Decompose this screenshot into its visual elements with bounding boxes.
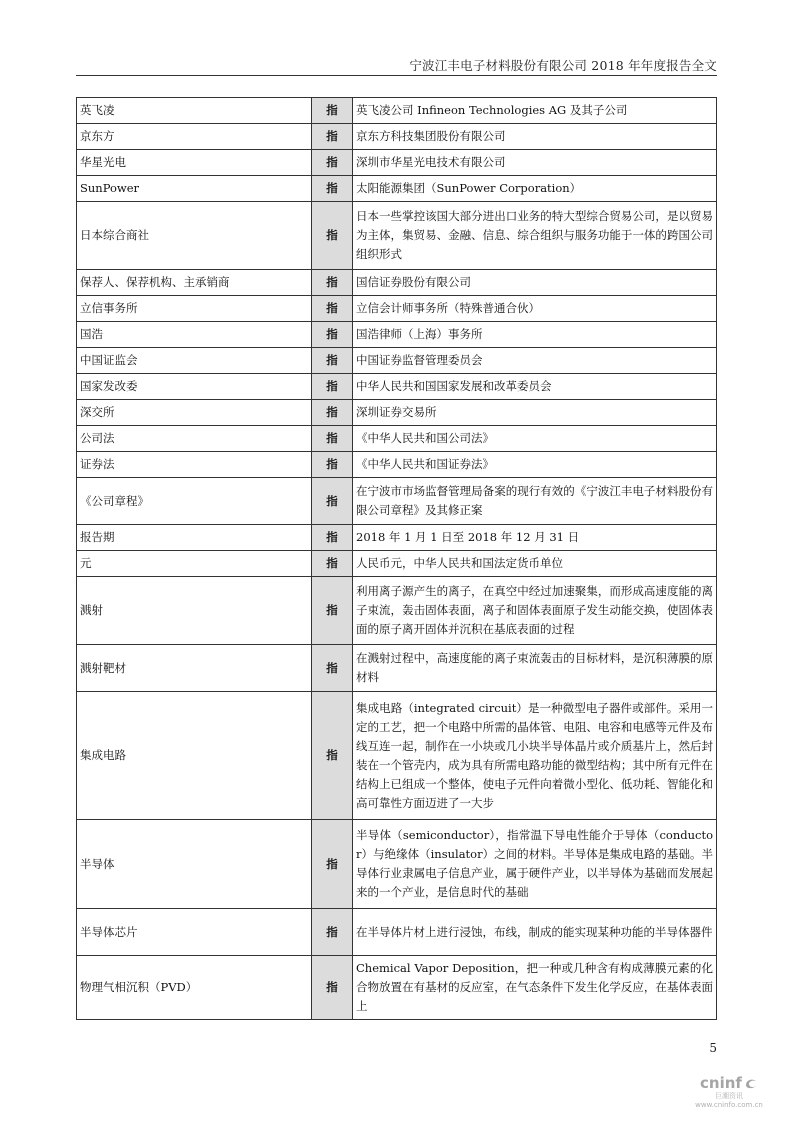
glossary-definition: 国信证券股份有限公司 (353, 270, 717, 296)
glossary-separator: 指 (312, 577, 353, 645)
glossary-separator: 指 (312, 956, 353, 1020)
table-row (77, 322, 717, 348)
glossary-separator: 指 (312, 645, 353, 692)
glossary-definition: 人民币元，中华人民共和国法定货币单位 (353, 551, 717, 577)
glossary-term: 物理气相沉积（PVD） (77, 956, 312, 1020)
glossary-term: 中国证监会 (77, 348, 312, 374)
logo-wordmark: cninf (700, 1074, 742, 1092)
glossary-term: 立信事务所 (77, 296, 312, 322)
table-row (77, 551, 717, 577)
table-row (77, 150, 717, 176)
table-row (77, 956, 717, 1020)
glossary-definition: 日本一些掌控该国大部分进出口业务的特大型综合贸易公司，是以贸易为主体，集贸易、金融、信息、综合组织与服务功能于一体的跨国公司组织形式 (353, 202, 717, 270)
glossary-definition: 深圳证券交易所 (353, 400, 717, 426)
glossary-term: 半导体 (77, 820, 312, 909)
glossary-definition: 在宁波市市场监督管理局备案的现行有效的《宁波江丰电子材料股份有限公司章程》及其修正案 (353, 478, 717, 525)
table-row (77, 426, 717, 452)
table-row (77, 98, 717, 124)
glossary-term: 元 (77, 551, 312, 577)
glossary-table (76, 97, 717, 1020)
glossary-term: 溅射 (77, 577, 312, 645)
table-row (77, 176, 717, 202)
glossary-separator: 指 (312, 478, 353, 525)
table-row (77, 270, 717, 296)
glossary-term: 《公司章程》 (77, 478, 312, 525)
glossary-definition: 深圳市华星光电技术有限公司 (353, 150, 717, 176)
glossary-separator: 指 (312, 909, 353, 956)
glossary-separator: 指 (312, 98, 353, 124)
table-row (77, 909, 717, 956)
glossary-definition: 国浩律师（上海）事务所 (353, 322, 717, 348)
glossary-separator: 指 (312, 820, 353, 909)
glossary-term: 英飞凌 (77, 98, 312, 124)
glossary-definition: 京东方科技集团股份有限公司 (353, 124, 717, 150)
glossary-separator: 指 (312, 374, 353, 400)
glossary-separator: 指 (312, 452, 353, 478)
table-row (77, 124, 717, 150)
glossary-separator: 指 (312, 551, 353, 577)
table-row (77, 400, 717, 426)
glossary-definition: 中华人民共和国国家发展和改革委员会 (353, 374, 717, 400)
glossary-separator: 指 (312, 176, 353, 202)
logo-chinese-name: 巨潮资讯 (715, 1092, 743, 1100)
table-row (77, 692, 717, 820)
page-number: 5 (709, 1041, 717, 1055)
glossary-term: 半导体芯片 (77, 909, 312, 956)
glossary-separator: 指 (312, 124, 353, 150)
glossary-definition: 半导体（semiconductor），指常温下导电性能介于导体（conductor）与绝缘体（insulator）之间的材料。半导体是集成电路的基础。半导体行业隶属电子信息产业，属于硬件产业，以半导体为基础而发展起来的一个产业，是信息时代的基础 (353, 820, 717, 909)
table-row (77, 577, 717, 645)
glossary-term: 国家发改委 (77, 374, 312, 400)
glossary-definition: 2018 年 1 月 1 日至 2018 年 12 月 31 日 (353, 525, 717, 551)
glossary-term: 国浩 (77, 322, 312, 348)
glossary-separator: 指 (312, 322, 353, 348)
table-row (77, 525, 717, 551)
glossary-separator: 指 (312, 426, 353, 452)
glossary-term: SunPower (77, 176, 312, 202)
table-row (77, 645, 717, 692)
glossary-term: 日本综合商社 (77, 202, 312, 270)
glossary-term: 保荐人、保荐机构、主承销商 (77, 270, 312, 296)
glossary-separator: 指 (312, 296, 353, 322)
glossary-separator: 指 (312, 348, 353, 374)
glossary-definition: Chemical Vapor Deposition，把一种或几种含有构成薄膜元素的化合物放置在有基材的反应室，在气态条件下发生化学反应，在基体表面上 (353, 956, 717, 1020)
glossary-term: 深交所 (77, 400, 312, 426)
table-row (77, 296, 717, 322)
glossary-term: 京东方 (77, 124, 312, 150)
glossary-separator: 指 (312, 525, 353, 551)
table-row (77, 820, 717, 909)
table-row (77, 374, 717, 400)
glossary-term: 集成电路 (77, 692, 312, 820)
glossary-definition: 在半导体片材上进行浸蚀，布线，制成的能实现某种功能的半导体器件 (353, 909, 717, 956)
glossary-separator: 指 (312, 202, 353, 270)
glossary-separator: 指 (312, 270, 353, 296)
glossary-definition: 《中华人民共和国证券法》 (353, 452, 717, 478)
glossary-definition: 英飞凌公司 Infineon Technologies AG 及其子公司 (353, 98, 717, 124)
table-row (77, 202, 717, 270)
cninfo-logo (693, 1074, 765, 1110)
glossary-definition: 《中华人民共和国公司法》 (353, 426, 717, 452)
logo-url: www.cninfo.com.cn (695, 1101, 763, 1109)
table-row (77, 348, 717, 374)
glossary-definition: 利用离子源产生的离子，在真空中经过加速聚集，而形成高速度能的离子束流，轰击固体表面，离子和固体表面原子发生动能交换，使固体表面的原子离开固体并沉积在基底表面的过程 (353, 577, 717, 645)
logo-swirl-icon (744, 1076, 758, 1090)
glossary-separator: 指 (312, 150, 353, 176)
glossary-separator: 指 (312, 692, 353, 820)
glossary-term: 报告期 (77, 525, 312, 551)
glossary-separator: 指 (312, 400, 353, 426)
glossary-term: 溅射靶材 (77, 645, 312, 692)
glossary-definition: 中国证券监督管理委员会 (353, 348, 717, 374)
report-header-title: 宁波江丰电子材料股份有限公司 2018 年年度报告全文 (409, 58, 717, 73)
glossary-definition: 集成电路（integrated circuit）是一种微型电子器件或部件。采用一定的工艺，把一个电路中所需的晶体管、电阻、电容和电感等元件及布线互连一起，制作在一小块或几小块半导体晶片或介质基片上，然后封装在一个管壳内，成为具有所需电路功能的微型结构；其中所有元件在结构上已组成一个整体，使电子元件向着微小型化、低功耗、智能化和高可靠性方面迈进了一大步 (353, 692, 717, 820)
glossary-term: 证券法 (77, 452, 312, 478)
glossary-definition: 立信会计师事务所（特殊普通合伙） (353, 296, 717, 322)
glossary-term: 公司法 (77, 426, 312, 452)
glossary-definition: 在溅射过程中，高速度能的离子束流轰击的目标材料，是沉积薄膜的原材料 (353, 645, 717, 692)
glossary-definition: 太阳能源集团（SunPower Corporation） (353, 176, 717, 202)
table-row (77, 452, 717, 478)
header-divider (76, 75, 717, 76)
glossary-term: 华星光电 (77, 150, 312, 176)
table-row (77, 478, 717, 525)
